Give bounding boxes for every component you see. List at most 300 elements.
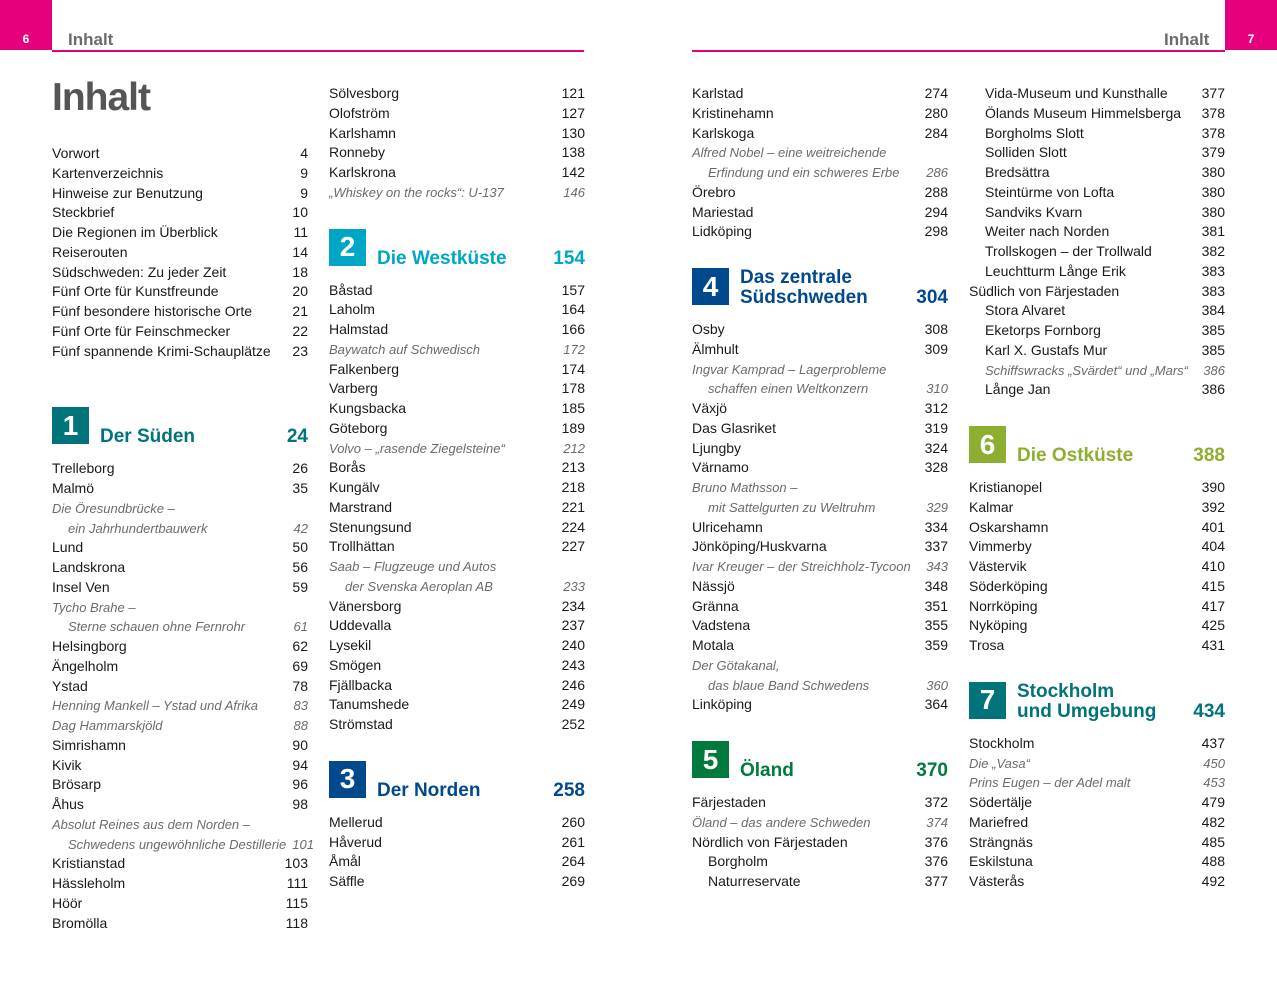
toc-entry[interactable] [969, 557, 1225, 577]
toc-entry[interactable] [692, 439, 948, 459]
toc-feature-entry[interactable] [692, 656, 948, 676]
toc-entry-title: Naturreservate [708, 873, 801, 889]
toc-entry[interactable] [969, 537, 1225, 557]
toc-entry-title: Der Götakanal, [692, 657, 780, 673]
toc-entry[interactable] [329, 715, 585, 735]
toc-feature-entry[interactable] [52, 598, 308, 618]
toc-entry-title: Malmö [52, 480, 95, 496]
toc-entry-title: Ängelholm [52, 657, 119, 674]
section-title-line-2: Südschweden [740, 287, 868, 308]
toc-entry-title: Brösarp [52, 776, 102, 793]
toc-entry[interactable] [52, 223, 308, 243]
section-title: Die Westküste [377, 247, 507, 269]
toc-entry-title: Kristianopel [969, 479, 1043, 495]
toc-entry-page: 453 [1203, 775, 1225, 791]
toc-feature-entry[interactable] [969, 773, 1225, 793]
toc-entry[interactable] [692, 833, 948, 853]
section-number-box: 1 [52, 407, 89, 444]
toc-entry-page: 164 [561, 301, 585, 318]
toc-entry-page: 42 [293, 520, 308, 536]
toc-entry-page: 237 [561, 617, 585, 634]
toc-entry-title: Ystad [52, 677, 88, 694]
toc-entry[interactable] [969, 813, 1225, 833]
toc-entry[interactable] [329, 616, 585, 636]
toc-entry-page: 274 [924, 85, 948, 101]
toc-entry-page: 381 [1201, 223, 1225, 240]
section-title [1017, 682, 1156, 722]
toc-entry[interactable] [329, 478, 585, 498]
toc-entry-title: Stockholm [969, 734, 1035, 751]
section-number-box: 5 [692, 741, 729, 778]
section-number-box: 2 [329, 229, 366, 266]
toc-entry[interactable] [52, 756, 308, 776]
section-number-box: 7 [969, 682, 1006, 719]
toc-entry[interactable] [52, 578, 308, 598]
toc-entry[interactable] [52, 243, 308, 263]
toc-entry[interactable] [329, 143, 585, 163]
toc-entry-title: Älmhult [692, 340, 739, 357]
toc-entry[interactable] [329, 281, 585, 301]
toc-feature-entry[interactable] [692, 813, 948, 833]
toc-entry[interactable] [692, 852, 948, 872]
toc-entry-page: 138 [561, 144, 585, 161]
toc-entry-title: Die Regionen im Überblick [52, 224, 218, 240]
section-page: 258 [553, 779, 585, 801]
toc-entry[interactable] [329, 813, 585, 833]
toc-entry[interactable] [969, 341, 1225, 361]
toc-entry[interactable] [969, 833, 1225, 853]
toc-entry-title: Mariestad [692, 203, 754, 220]
section-1-heading[interactable] [52, 407, 308, 447]
toc-entry-page: 227 [561, 538, 585, 555]
toc-entry[interactable] [692, 104, 948, 124]
section-6-heading[interactable] [969, 426, 1225, 466]
section-number-box: 3 [329, 761, 366, 798]
toc-entry-title: Schwedens ungewöhnliche Destillerie [68, 836, 287, 852]
toc-entry-title: Vida-Museum und Kunsthalle [985, 85, 1168, 101]
toc-entry-title: Lidköping [692, 223, 752, 240]
toc-entry[interactable] [969, 104, 1225, 124]
toc-entry-title: Motala [692, 637, 735, 653]
section-4-heading[interactable] [692, 268, 948, 308]
toc-entry-page: 240 [561, 637, 585, 653]
toc-entry-page: 4 [300, 145, 308, 161]
toc-entry-title: Kungsbacka [329, 400, 407, 416]
toc-entry-page: 485 [1201, 833, 1225, 850]
toc-entry[interactable] [52, 677, 308, 697]
toc-entry[interactable] [692, 222, 948, 242]
toc-entry-title: Nässjö [692, 577, 735, 594]
toc-feature-entry[interactable] [329, 557, 585, 577]
toc-feature-entry[interactable] [969, 361, 1225, 381]
toc-entry-title: Färjestaden [692, 794, 766, 810]
toc-entry[interactable] [969, 84, 1225, 104]
toc-entry[interactable] [969, 163, 1225, 183]
toc-entry[interactable] [52, 538, 308, 558]
toc-entry[interactable] [52, 558, 308, 578]
toc-entry[interactable] [692, 419, 948, 439]
toc-entry-page: 246 [561, 676, 585, 693]
toc-entry-page: 260 [561, 813, 585, 830]
toc-entry-title: Helsingborg [52, 638, 127, 654]
toc-entry-page: 9 [300, 164, 308, 181]
section-4-list [692, 320, 948, 715]
toc-feature-entry[interactable] [969, 754, 1225, 774]
toc-entry[interactable] [329, 695, 585, 715]
section-2-list [329, 281, 585, 735]
toc-entry-page: 359 [924, 637, 948, 653]
toc-entry[interactable] [969, 222, 1225, 242]
toc-entry[interactable] [52, 795, 308, 815]
toc-feature-entry[interactable] [52, 815, 308, 835]
toc-entry[interactable] [969, 478, 1225, 498]
toc-entry[interactable] [52, 342, 308, 362]
toc-entry[interactable] [969, 872, 1225, 892]
toc-column-1 [52, 144, 314, 933]
toc-entry-page: 355 [924, 617, 948, 634]
toc-entry-title: Reiserouten [52, 243, 128, 260]
section-7-heading[interactable] [969, 682, 1225, 722]
toc-column-2 [329, 84, 585, 892]
toc-entry[interactable] [52, 657, 308, 677]
toc-entry[interactable] [969, 124, 1225, 144]
toc-feature-entry[interactable] [52, 499, 308, 519]
toc-entry-page: 218 [561, 479, 585, 495]
toc-entry[interactable] [329, 872, 585, 892]
toc-entry-page: 378 [1201, 104, 1225, 121]
section-3-list [329, 813, 585, 892]
section-page: 154 [553, 247, 585, 269]
toc-entry-title: Varberg [329, 380, 378, 397]
toc-entry-title: Fünf Orte für Kunstfreunde [52, 283, 219, 300]
toc-entry-title: schaffen einen Weltkonzern [708, 381, 869, 397]
toc-entry-page: 50 [292, 539, 308, 556]
toc-entry[interactable] [52, 736, 308, 756]
toc-entry-title: Åmål [329, 853, 361, 870]
toc-entry[interactable] [329, 399, 585, 419]
toc-entry-title: Tanumshede [329, 696, 410, 713]
section-page: 388 [1193, 445, 1225, 466]
toc-entry-page: 417 [1201, 597, 1225, 614]
toc-entry[interactable] [692, 203, 948, 223]
toc-entry-title: Nyköping [969, 617, 1028, 634]
toc-entry[interactable] [969, 203, 1225, 223]
toc-entry-title: Simrishamn [52, 736, 126, 753]
toc-entry[interactable] [692, 518, 948, 538]
toc-feature-entry[interactable] [692, 163, 948, 183]
toc-entry[interactable] [969, 734, 1225, 754]
toc-entry-title: Långe Jan [985, 381, 1051, 398]
toc-entry-title: Borås [329, 459, 366, 476]
toc-entry-page: 324 [924, 439, 948, 456]
toc-entry[interactable] [52, 874, 308, 894]
toc-entry-title: Erfindung und ein schweres Erbe [708, 165, 900, 180]
toc-feature-entry[interactable] [329, 439, 585, 459]
toc-entry-title: Eskilstuna [969, 853, 1033, 870]
toc-entry-title: Ölands Museum Himmelsberga [985, 104, 1182, 121]
toc-entry-title: Kungälv [329, 479, 380, 495]
toc-entry[interactable] [52, 637, 308, 657]
toc-entry-title: Västerås [969, 873, 1025, 889]
toc-entry[interactable] [52, 263, 308, 283]
toc-entry-page: 378 [1201, 124, 1225, 141]
toc-entry[interactable] [52, 322, 308, 342]
toc-entry-page: 118 [285, 914, 308, 931]
toc-entry-title: Ljungby [692, 439, 742, 456]
toc-entry-page: 56 [292, 559, 308, 575]
toc-entry-page: 157 [561, 281, 585, 298]
toc-entry-title: Karlshamn [329, 124, 396, 141]
section-title: Die Ostküste [1017, 445, 1134, 466]
toc-feature-entry[interactable] [52, 617, 308, 637]
toc-entry[interactable] [329, 124, 585, 144]
toc-entry-title: Trosa [969, 637, 1005, 653]
toc-entry-page: 269 [561, 873, 585, 889]
toc-entry[interactable] [969, 183, 1225, 203]
toc-entry[interactable] [329, 320, 585, 340]
left-page-number: 6 [0, 0, 52, 50]
toc-entry[interactable] [692, 183, 948, 203]
toc-entry[interactable] [969, 616, 1225, 636]
toc-entry-title: der Svenska Aeroplan AB [345, 578, 493, 594]
toc-entry[interactable] [969, 380, 1225, 400]
toc-entry-title: Eketorps Fornborg [985, 322, 1101, 338]
toc-entry-page: 372 [924, 794, 948, 810]
section-1-list [52, 459, 314, 933]
toc-entry[interactable] [52, 184, 308, 204]
section-7-list [969, 734, 1225, 892]
toc-feature-entry[interactable] [692, 360, 948, 380]
toc-entry-title: Sandviks Kvarn [985, 203, 1083, 220]
toc-entry-page: 249 [561, 696, 585, 713]
toc-entry[interactable] [329, 458, 585, 478]
toc-entry-page: 386 [1203, 362, 1225, 378]
front-matter-list [52, 144, 308, 361]
toc-entry[interactable] [969, 518, 1225, 538]
toc-entry-title: Strömstad [329, 716, 393, 732]
toc-entry-title: Kristianstad [52, 855, 126, 872]
toc-entry-page: 121 [561, 85, 585, 101]
toc-entry-page: 385 [1201, 322, 1225, 338]
toc-entry-title: Prins Eugen – der Adel malt [969, 775, 1131, 791]
toc-entry[interactable] [52, 854, 308, 874]
toc-entry-page: 294 [924, 203, 948, 220]
toc-entry-page: 252 [561, 716, 585, 732]
toc-entry[interactable] [969, 577, 1225, 597]
toc-entry-page: 343 [926, 559, 948, 574]
toc-entry-page: 425 [1201, 617, 1225, 634]
toc-entry-page: 130 [561, 124, 585, 141]
toc-entry[interactable] [692, 458, 948, 478]
toc-entry[interactable] [969, 793, 1225, 813]
toc-entry-page: 11 [293, 224, 308, 240]
toc-entry[interactable] [329, 104, 585, 124]
toc-entry-title: Mellerud [329, 813, 383, 830]
toc-entry[interactable] [692, 872, 948, 892]
toc-entry-title: Laholm [329, 301, 375, 318]
toc-entry[interactable] [969, 852, 1225, 872]
toc-entry-title: Värnamo [692, 459, 749, 476]
toc-entry-title: „Whiskey on the rocks“: U-137 [329, 184, 504, 200]
toc-entry[interactable] [692, 124, 948, 144]
toc-entry[interactable] [329, 419, 585, 439]
toc-feature-entry[interactable] [692, 478, 948, 498]
toc-entry-title: Vänersborg [329, 597, 402, 614]
toc-entry[interactable] [329, 852, 585, 872]
toc-entry[interactable] [52, 479, 308, 499]
toc-entry-title: Weiter nach Norden [985, 223, 1110, 240]
toc-entry-page: 78 [292, 677, 308, 694]
section-title [740, 268, 868, 308]
toc-entry-title: Volvo – „rasende Ziegelsteine“ [329, 440, 505, 456]
toc-entry-page: 280 [924, 104, 948, 121]
toc-entry[interactable] [692, 577, 948, 597]
toc-entry-title: Ronneby [329, 144, 386, 161]
toc-entry[interactable] [52, 894, 308, 914]
toc-entry[interactable] [52, 144, 308, 164]
toc-entry[interactable] [969, 301, 1225, 321]
toc-entry[interactable] [969, 597, 1225, 617]
toc-entry[interactable] [329, 498, 585, 518]
toc-feature-entry[interactable] [52, 716, 308, 736]
toc-entry-page: 376 [924, 853, 948, 870]
toc-entry-page: 14 [292, 243, 308, 260]
toc-entry-page: 310 [926, 381, 948, 397]
section-2-heading[interactable] [329, 229, 585, 269]
toc-entry[interactable] [692, 597, 948, 617]
toc-entry-page: 415 [1201, 577, 1225, 594]
toc-entry[interactable] [329, 84, 585, 104]
toc-entry-title: Strängnäs [969, 833, 1033, 850]
toc-feature-entry[interactable] [692, 498, 948, 518]
toc-entry[interactable] [329, 163, 585, 183]
toc-entry[interactable] [329, 360, 585, 380]
toc-entry-title: Steintürme von Lofta [985, 183, 1115, 200]
toc-entry[interactable] [52, 282, 308, 302]
toc-entry[interactable] [52, 164, 308, 184]
toc-entry[interactable] [692, 399, 948, 419]
toc-entry-page: 111 [286, 875, 308, 891]
toc-feature-entry[interactable] [52, 835, 314, 855]
toc-entry-page: 386 [1201, 381, 1225, 398]
section-title-line-2: und Umgebung [1017, 700, 1157, 722]
toc-entry-page: 172 [563, 341, 585, 357]
toc-entry-page: 410 [1201, 558, 1225, 574]
toc-entry-title: Södertälje [969, 794, 1033, 810]
toc-entry-title: Schiffswracks „Svärdet“ und „Mars“ [985, 362, 1188, 378]
toc-entry[interactable] [329, 597, 585, 617]
toc-entry[interactable] [969, 262, 1225, 282]
toc-entry[interactable] [329, 676, 585, 696]
toc-entry-page: 376 [924, 833, 948, 850]
toc-entry-title: Båstad [329, 281, 373, 298]
toc-entry-title: Trelleborg [52, 460, 115, 477]
toc-entry[interactable] [329, 379, 585, 399]
toc-entry[interactable] [329, 518, 585, 538]
toc-entry-title: Vadstena [692, 617, 751, 634]
toc-entry-page: 88 [293, 718, 308, 733]
toc-entry-title: Åhus [52, 796, 84, 812]
toc-entry[interactable] [52, 203, 308, 223]
toc-entry[interactable] [692, 793, 948, 813]
toc-feature-entry[interactable] [329, 577, 585, 597]
toc-entry[interactable] [969, 636, 1225, 656]
toc-entry[interactable] [692, 636, 948, 656]
toc-entry-page: 174 [561, 360, 585, 377]
toc-feature-entry[interactable] [692, 557, 948, 577]
toc-entry-page: 328 [924, 459, 948, 476]
toc-entry[interactable] [52, 775, 308, 795]
toc-entry-page: 213 [561, 459, 585, 476]
toc-feature-entry[interactable] [329, 340, 585, 360]
toc-entry[interactable] [692, 695, 948, 715]
toc-entry-page: 284 [924, 124, 948, 141]
toc-entry-title: Die Öresundbrücke – [52, 500, 175, 516]
toc-entry[interactable] [329, 300, 585, 320]
toc-entry-title: Borgholms Slott [985, 124, 1084, 141]
toc-entry[interactable] [52, 302, 308, 322]
toc-entry[interactable] [692, 537, 948, 557]
toc-entry[interactable] [692, 616, 948, 636]
toc-entry-title: Smögen [329, 656, 382, 673]
section-3-continued-list [692, 84, 948, 242]
toc-feature-entry[interactable] [52, 519, 308, 539]
toc-entry[interactable] [52, 459, 308, 479]
toc-entry-title: Oskarshamn [969, 518, 1049, 535]
page-title: Inhalt [52, 76, 150, 119]
toc-entry-page: 26 [292, 460, 308, 477]
toc-entry[interactable] [969, 242, 1225, 262]
toc-entry-title: Norrköping [969, 597, 1038, 614]
toc-entry-page: 479 [1201, 794, 1225, 810]
toc-feature-entry[interactable] [52, 696, 308, 716]
toc-entry-title: Fünf besondere historische Orte [52, 303, 252, 319]
section-3-heading[interactable] [329, 761, 585, 801]
toc-entry-title: Mariefred [969, 813, 1029, 830]
section-5-heading[interactable] [692, 741, 948, 781]
toc-feature-entry[interactable] [692, 143, 948, 163]
toc-entry-title: Örebro [692, 183, 736, 200]
toc-feature-entry[interactable] [692, 676, 948, 696]
toc-entry[interactable] [692, 340, 948, 360]
toc-entry[interactable] [969, 282, 1225, 302]
toc-entry[interactable] [969, 143, 1225, 163]
toc-entry-page: 385 [1201, 341, 1225, 358]
toc-entry[interactable] [692, 84, 948, 104]
toc-entry-page: 334 [924, 518, 948, 535]
toc-entry[interactable] [329, 537, 585, 557]
toc-entry-title: Das Glasriket [692, 419, 777, 436]
toc-feature-entry[interactable] [692, 379, 948, 399]
toc-entry-title: Baywatch auf Schwedisch [329, 341, 481, 357]
toc-entry[interactable] [52, 914, 308, 934]
toc-entry-title: Karlskrona [329, 164, 396, 180]
toc-entry[interactable] [969, 321, 1225, 341]
toc-entry[interactable] [329, 833, 585, 853]
toc-entry-title: Hinweise zur Benutzung [52, 184, 203, 201]
toc-feature-entry[interactable] [329, 183, 585, 203]
toc-entry-title: Ivar Kreuger – der Streichholz-Tycoon [692, 559, 911, 574]
toc-entry[interactable] [692, 320, 948, 340]
toc-entry[interactable] [329, 656, 585, 676]
toc-entry[interactable] [969, 498, 1225, 518]
toc-entry-title: Kalmar [969, 498, 1014, 515]
toc-entry-page: 83 [293, 698, 308, 714]
toc-entry-title: Die „Vasa“ [969, 755, 1030, 771]
toc-entry-page: 380 [1201, 203, 1225, 220]
toc-entry-page: 261 [561, 833, 585, 850]
toc-entry[interactable] [329, 636, 585, 656]
